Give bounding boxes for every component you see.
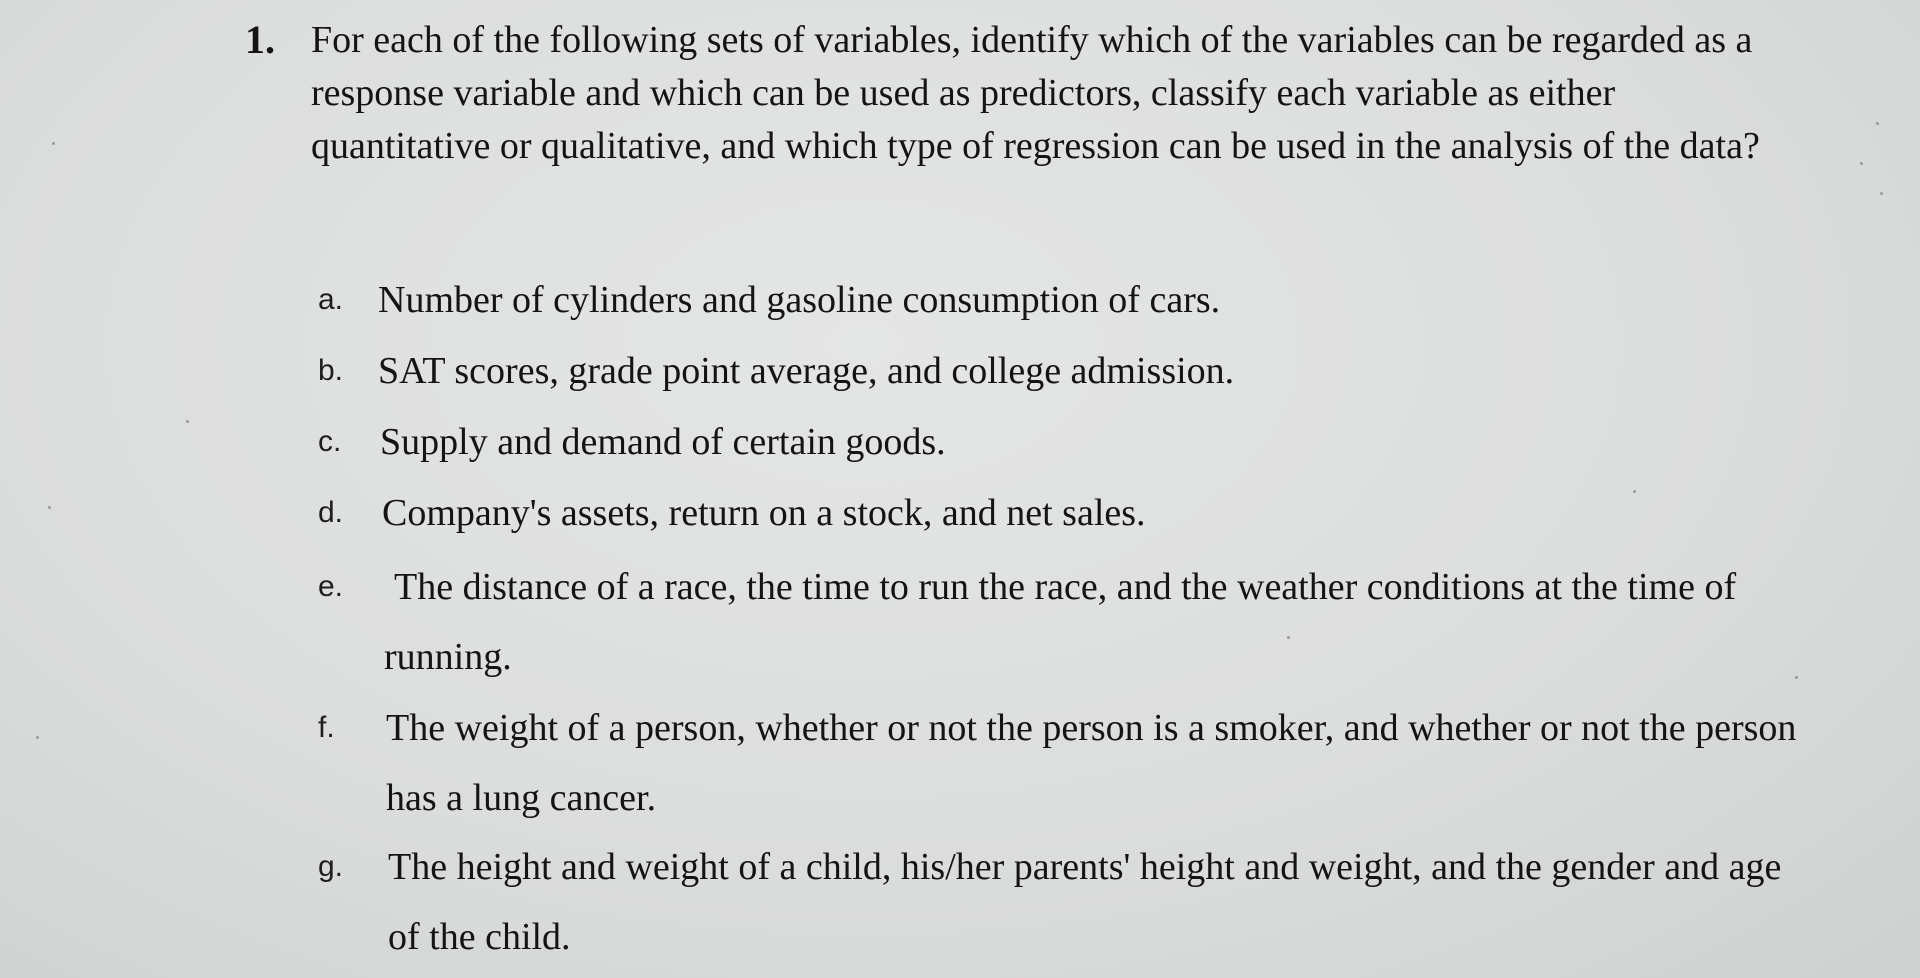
sub-question-text: The weight of a person, whether or not the person is a smoker, and whether or not the person has a lung cancer. [386,707,1797,819]
dust-speck [1795,676,1798,679]
sub-question-text: The distance of a race, the time to run the race, and the weather conditions at the time of running. [384,566,1737,678]
dust-speck [48,506,51,509]
sub-question-letter: a. [318,283,344,316]
dust-speck [1880,192,1883,195]
sub-question-text: Supply and demand of certain goods. [380,421,946,463]
sub-question-letter: e. [318,570,344,603]
sub-question-text: Number of cylinders and gasoline consumption of cars. [378,279,1221,321]
question-text: For each of the following sets of variables, identify which of the variables can be regarded as a response variable and which can be used as predictors, classify each variable as either quantitative or qualitative, and which type of regression can be used in the analysis of the data? [311,19,1760,167]
sub-question-letter: c. [318,425,342,458]
dust-speck [52,142,55,145]
sub-question-text: SAT scores, grade point average, and college admission. [378,350,1235,392]
dust-speck [1860,162,1863,165]
sub-question-letter: b. [318,354,344,387]
question-number: 1. [245,17,275,62]
dust-speck [36,736,39,739]
sub-question-letter: d. [318,496,344,529]
dust-speck [186,420,189,423]
sub-question-letter: f. [318,711,335,744]
dust-speck [1633,490,1636,493]
sub-question-text: Company's assets, return on a stock, and net sales. [382,492,1146,534]
dust-speck [1287,636,1290,639]
sub-question-text: The height and weight of a child, his/her parents' height and weight, and the gender and age of the child. [388,846,1782,958]
dust-speck [1876,122,1879,125]
sub-question-letter: g. [318,850,344,883]
